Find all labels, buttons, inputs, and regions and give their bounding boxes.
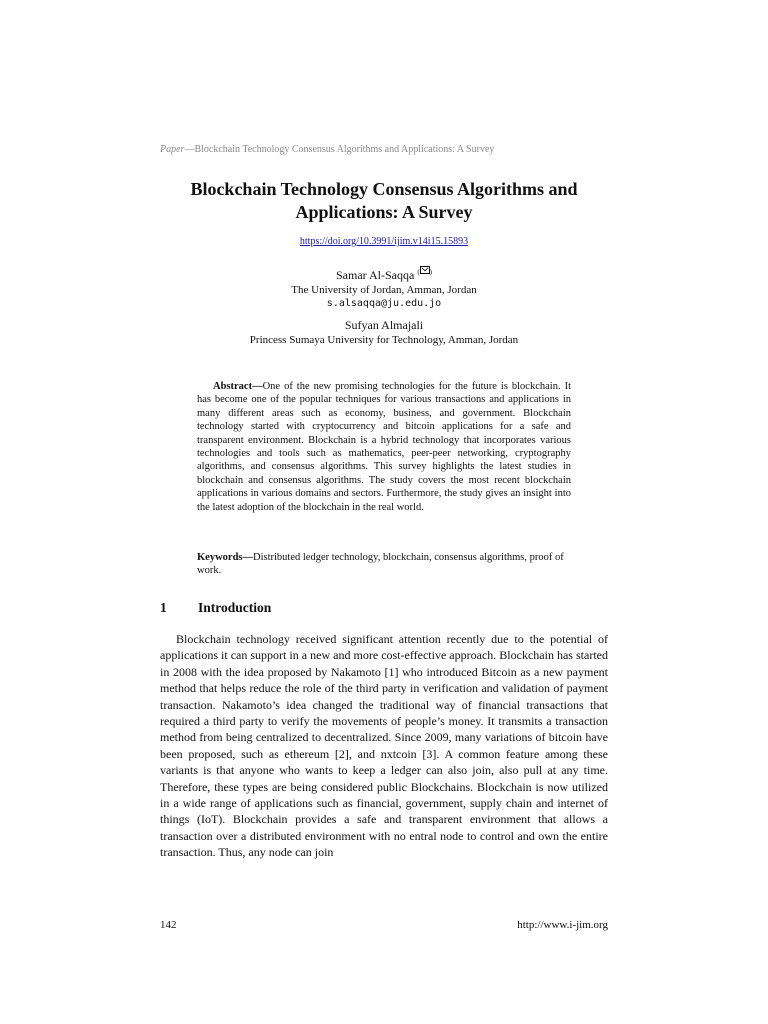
doi bbox=[160, 236, 608, 247]
keywords-text: Distributed ledger technology, blockchain, consensus algorithms, proof of work. bbox=[197, 552, 564, 577]
running-head-prefix: Paper bbox=[160, 144, 185, 155]
author-1 bbox=[160, 264, 608, 311]
paper-title bbox=[160, 178, 608, 224]
abstract-text: One of the new promising technologies for the future is blockchain. It has become one of the popular techniques for various transactions and applications in many different areas such as economy, business, and government. Blockchain technology started with cryptocurrency and bitcoin applications for a safe and transparent environment. Blockchain is a hybrid technology that incorporates various technologies and tools such as mathematics, peer-peer networking, cryptography algorithms, and consensus algorithms. This survey highlights the latest studies in blockchain and consensus algorithms. The study covers the most recent blockchain applications in various domains and sectors. Furthermore, the study gives an insight into the latest adoption of the blockchain in the real world. bbox=[197, 381, 571, 513]
title-line-1: Blockchain Technology Consensus Algorithms and bbox=[190, 179, 578, 199]
section-heading bbox=[160, 600, 271, 616]
author-2-name: Sufyan Almajali bbox=[344, 318, 424, 332]
author-1-email[interactable]: s.alsaqqa@ju.edu.jo bbox=[326, 298, 442, 309]
author-1-affiliation: The University of Jordan, Amman, Jordan bbox=[291, 284, 477, 296]
mail-icon bbox=[420, 266, 430, 274]
page-number: 142 bbox=[160, 919, 177, 931]
keywords bbox=[197, 551, 571, 578]
keywords-label: Keywords— bbox=[197, 552, 253, 563]
author-1-name: Samar Al-Saqqa bbox=[335, 268, 415, 282]
author-1-name-line bbox=[160, 264, 608, 283]
section-number: 1 bbox=[160, 600, 167, 615]
abstract bbox=[197, 380, 571, 514]
abstract-label: Abstract— bbox=[213, 381, 263, 392]
doi-link[interactable]: https://doi.org/10.3991/ijim.v14i15.15893 bbox=[299, 236, 469, 247]
running-head-text: —Blockchain Technology Consensus Algorithms and Applications: A Survey bbox=[184, 144, 495, 155]
author-2 bbox=[160, 317, 608, 347]
author-2-affiliation: Princess Sumaya University for Technology, Amman, Jordan bbox=[249, 334, 519, 346]
footer-url[interactable]: http://www.i-jim.org bbox=[517, 919, 608, 931]
section-title: Introduction bbox=[198, 600, 272, 615]
intro-paragraph: Blockchain technology received significant attention recently due to the potential of applications it can support in a new and more cost-effective approach. Blockchain has started in 2008 with the idea proposed by Nakamoto [1] who introduced Bitcoin as a new payment method that helps reduce the role of the third party in verification and validation of payment transaction. Nakamoto’s idea changed the traditional way of financial transactions that required a third party to verify the movements of people’s money. It transmits a transaction method from being centralized to decentralized. Since 2009, many variations of bitcoin have been proposed, such as ethereum [2], and nxtcoin [3]. A common feature among these variants is that anyone who wants to keep a ledger can also join, also pull at any time. Therefore, these types are being considered public Blockchains. Blockchain is now utilized in a wide range of applications such as financial, government, supply chain and internet of things (IoT). Blockchain provides a safe and transparent environment that allows a transaction over a distributed environment with no entral node to control and own the entire transaction. Thus, any node can join bbox=[160, 632, 608, 860]
corresponding-mark: ( ) bbox=[417, 268, 432, 276]
title-line-2: Applications: A Survey bbox=[295, 202, 473, 222]
running-head bbox=[160, 144, 494, 155]
